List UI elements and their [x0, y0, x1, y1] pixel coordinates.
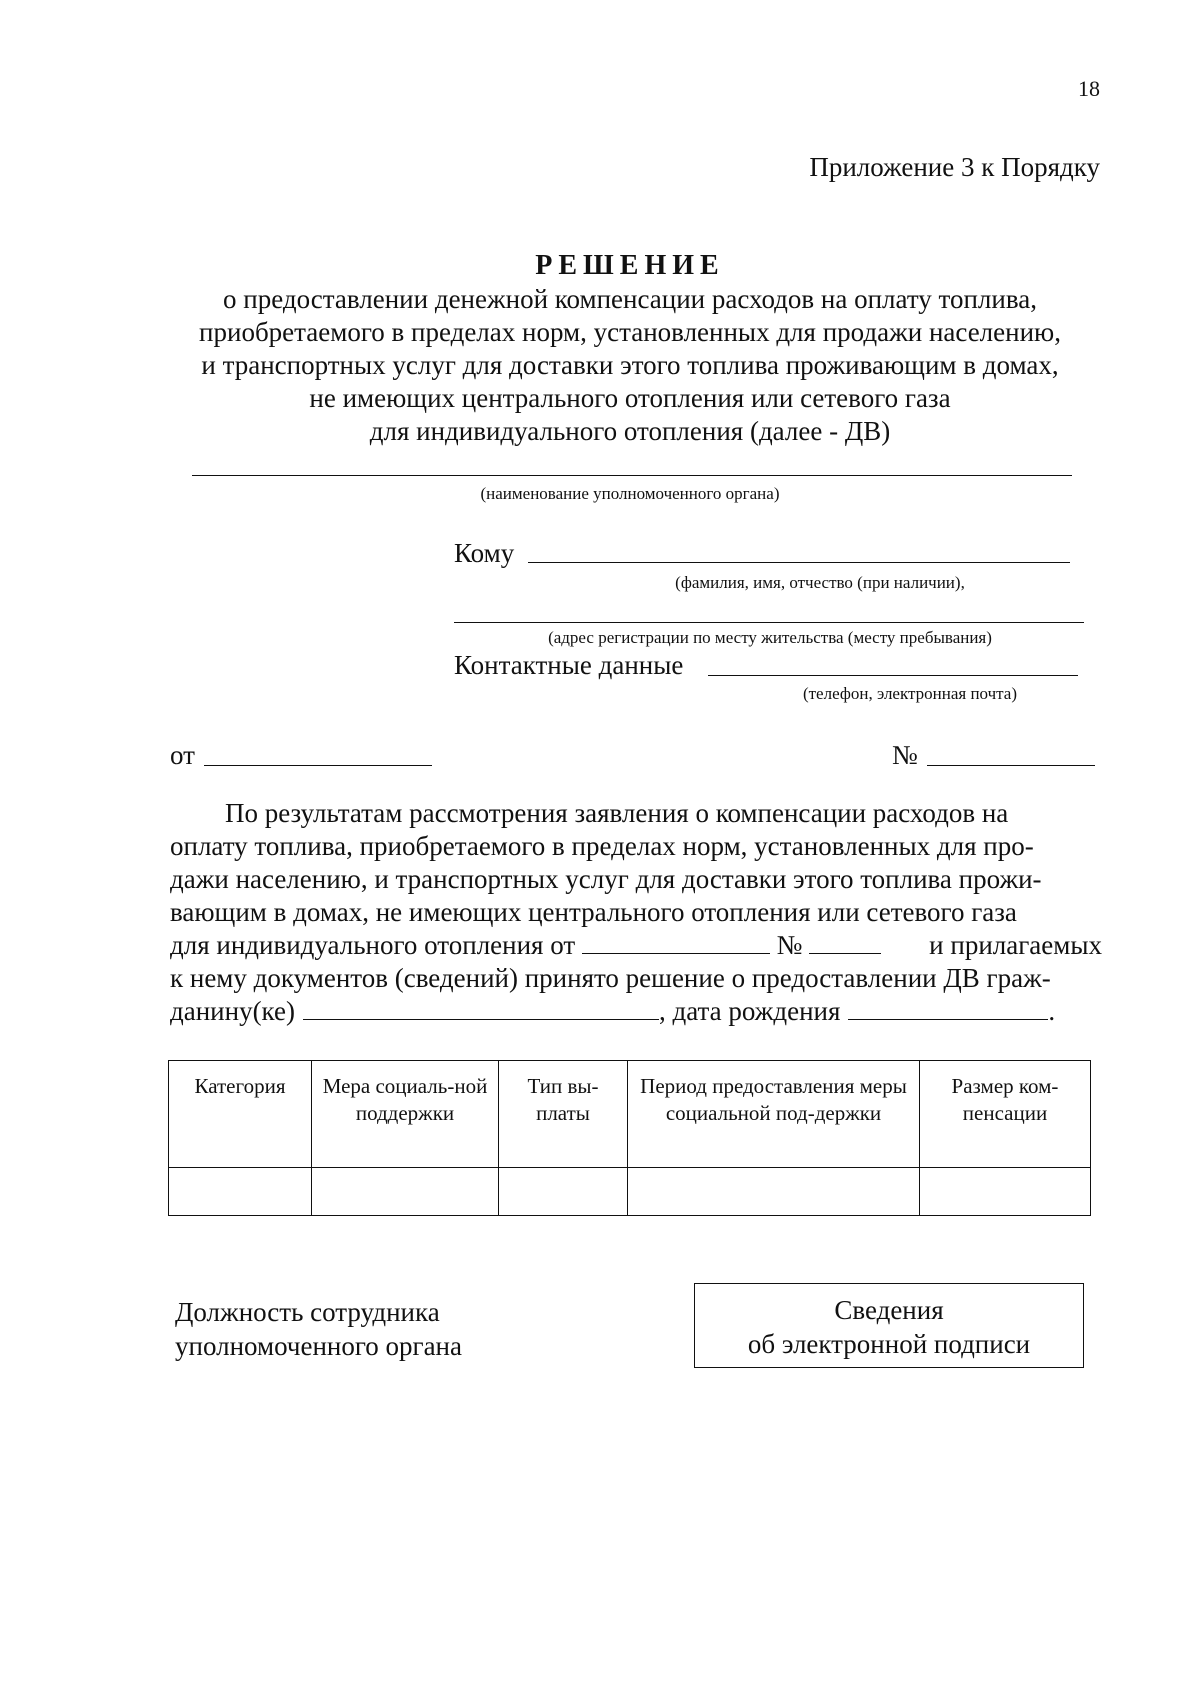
signature-line: об электронной подписи [747, 1329, 1031, 1359]
authority-caption: (наименование уполномоченного органа) [480, 484, 780, 503]
page-number: 18 [1078, 76, 1100, 101]
position-line: уполномоченного органа [175, 1331, 462, 1361]
body-line: , дата рождения [658, 996, 841, 1026]
citizen-name-field[interactable] [303, 995, 659, 1020]
application-number-field[interactable] [809, 929, 881, 954]
column-header-category: Категория [169, 1061, 312, 1168]
column-header-amount: Размер ком-пенсации [920, 1061, 1091, 1168]
date-label: от [170, 740, 195, 770]
document-title: РЕШЕНИЕ [535, 250, 725, 281]
table-row [169, 1168, 1091, 1216]
electronic-signature-box [694, 1283, 1084, 1368]
table-cell[interactable] [499, 1168, 628, 1216]
number-label: № [892, 740, 918, 770]
birth-date-field[interactable] [848, 995, 1048, 1020]
body-line: к нему документов (сведений) принято решение о предоставлении ДВ граж- [170, 963, 1051, 993]
table-cell[interactable] [169, 1168, 312, 1216]
subtitle-line: о предоставлении денежной компенсации расходов на оплату топлива, [223, 284, 1037, 314]
body-line: дажи населению, и транспортных услуг для доставки этого топлива прожи- [170, 864, 1042, 894]
contacts-label: Контактные данные [454, 650, 684, 680]
address-field[interactable] [454, 622, 1084, 623]
application-date-field[interactable] [582, 929, 770, 954]
appendix-label: Приложение 3 к Порядку [809, 152, 1100, 182]
column-header-support-measure: Мера социаль-ной поддержки [312, 1061, 499, 1168]
subtitle-line: и транспортных услуг для доставки этого топлива проживающим в домах, [201, 350, 1059, 380]
subtitle-line: не имеющих центрального отопления или сетевого газа [309, 383, 951, 413]
signature-line: Сведения [834, 1295, 944, 1325]
decision-paragraph [170, 797, 1102, 1028]
body-line: . [1048, 996, 1056, 1026]
address-caption: (адрес регистрации по месту жительства (месту пребывания) [548, 628, 992, 647]
decision-number-field[interactable] [927, 765, 1095, 766]
body-line: По результатам рассмотрения заявления о компенсации расходов на [225, 798, 1009, 828]
column-header-period: Период предоставления меры социальной под-держки [628, 1061, 920, 1168]
body-line: оплату топлива, приобретаемого в пределах норм, установленных для про- [170, 831, 1034, 861]
to-label: Кому [454, 538, 515, 568]
table-cell[interactable] [920, 1168, 1091, 1216]
table-header-row [169, 1061, 1091, 1168]
column-header-payment-type: Тип вы-платы [499, 1061, 628, 1168]
contacts-field[interactable] [708, 675, 1078, 676]
body-line: данину(ке) [170, 996, 295, 1026]
name-caption: (фамилия, имя, отчество (при наличии), [675, 573, 965, 592]
body-line: вающим в домах, не имеющих центрального отопления или сетевого газа [170, 897, 1017, 927]
benefits-table [168, 1060, 1091, 1216]
official-position [175, 1295, 575, 1363]
subtitle-line: приобретаемого в пределах норм, установленных для продажи населению, [199, 317, 1061, 347]
number-sign: № [776, 930, 803, 960]
decision-date-field[interactable] [204, 765, 432, 766]
authority-name-field[interactable] [192, 475, 1072, 476]
body-line: для индивидуального отопления от [170, 930, 576, 960]
table-cell[interactable] [628, 1168, 920, 1216]
subtitle-line: для индивидуального отопления (далее - ДВ) [369, 416, 891, 446]
document-subtitle [150, 283, 1110, 448]
table-cell[interactable] [312, 1168, 499, 1216]
body-line: и прилагаемых [929, 930, 1102, 960]
position-line: Должность сотрудника [175, 1297, 440, 1327]
contacts-caption: (телефон, электронная почта) [802, 684, 1018, 703]
recipient-name-field[interactable] [528, 562, 1070, 563]
